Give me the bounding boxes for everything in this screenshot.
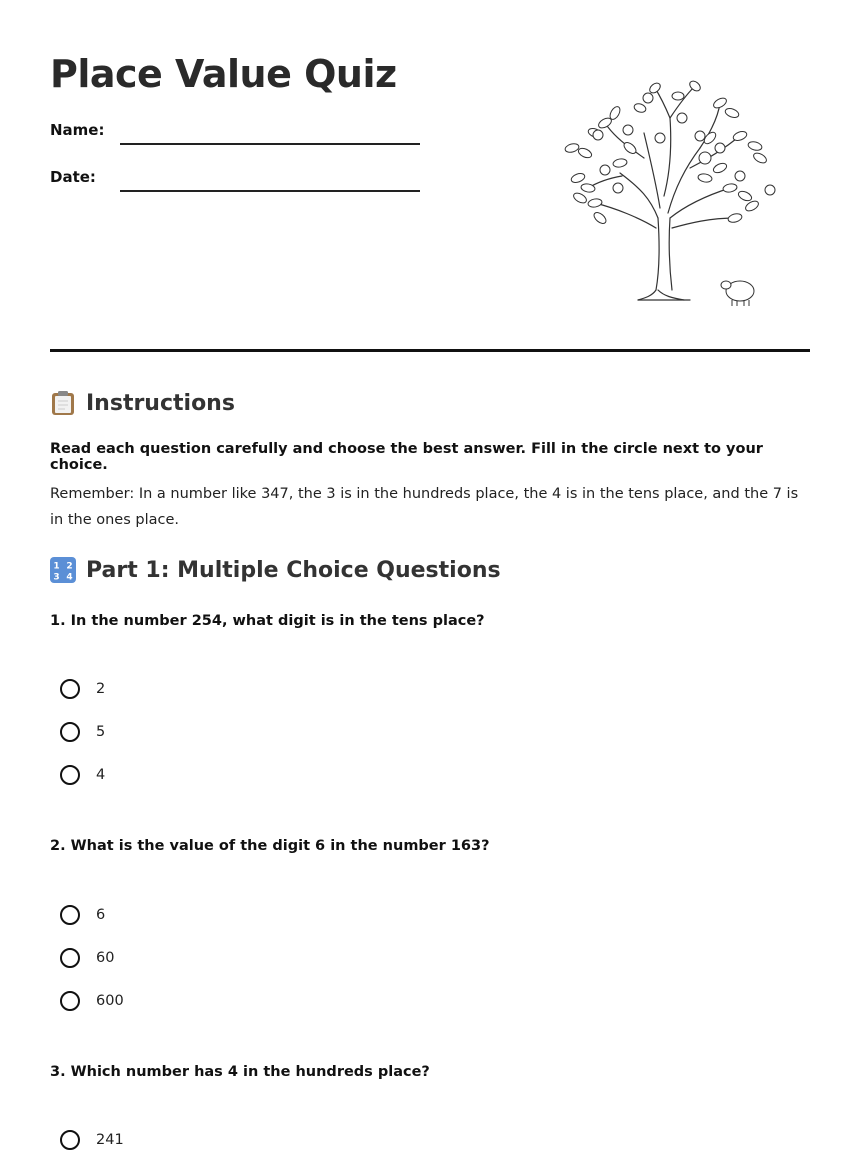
- date-label: Date:: [50, 168, 96, 186]
- svg-text:2: 2: [66, 561, 73, 572]
- numbers-1234-icon: [50, 557, 76, 583]
- svg-text:1: 1: [53, 561, 60, 572]
- question-1: 1. In the number 254, what digit is in the tens place?: [50, 613, 485, 629]
- part1-heading: [50, 557, 501, 583]
- q2-option-3[interactable]: [60, 988, 124, 1014]
- option-label: 60: [96, 950, 115, 966]
- instructions-heading: [50, 390, 235, 416]
- q1-option-3[interactable]: [60, 762, 105, 788]
- q3-option-1[interactable]: [60, 1127, 124, 1153]
- page-title: Place Value Quiz: [50, 52, 397, 96]
- radio-button[interactable]: [60, 679, 80, 699]
- option-label: 4: [96, 767, 106, 783]
- q1-option-2[interactable]: [60, 719, 105, 745]
- svg-text:3: 3: [53, 572, 60, 583]
- q2-option-2[interactable]: [60, 945, 114, 971]
- part1-heading-text: Part 1: Multiple Choice Questions: [86, 557, 501, 583]
- instructions-bold-text: Read each question carefully and choose the best answer. Fill in the circle next to your choice.: [50, 441, 763, 473]
- name-field[interactable]: [120, 143, 420, 145]
- radio-button[interactable]: [60, 1130, 80, 1150]
- q1-option-1[interactable]: [60, 676, 105, 702]
- name-label: Name:: [50, 121, 105, 139]
- option-label: 241: [96, 1132, 124, 1148]
- option-label: 6: [96, 907, 106, 923]
- radio-button[interactable]: [60, 905, 80, 925]
- date-field[interactable]: [120, 190, 420, 192]
- radio-button[interactable]: [60, 765, 80, 785]
- clipboard-icon: [50, 390, 76, 416]
- option-label: 5: [96, 724, 106, 740]
- option-label: 600: [96, 993, 124, 1009]
- instructions-heading-text: Instructions: [86, 390, 235, 416]
- header-divider: [50, 349, 810, 352]
- radio-button[interactable]: [60, 991, 80, 1011]
- tree-illustration: [560, 78, 780, 310]
- question-2: 2. What is the value of the digit 6 in the number 163?: [50, 838, 490, 854]
- svg-text:4: 4: [66, 572, 73, 583]
- question-3: 3. Which number has 4 in the hundreds place?: [50, 1064, 430, 1080]
- radio-button[interactable]: [60, 722, 80, 742]
- q2-option-1[interactable]: [60, 902, 105, 928]
- radio-button[interactable]: [60, 948, 80, 968]
- option-label: 2: [96, 681, 106, 697]
- instructions-text: Remember: In a number like 347, the 3 is in the hundreds place, the 4 is in the tens place, and the 7 is in the ones place.: [50, 486, 799, 528]
